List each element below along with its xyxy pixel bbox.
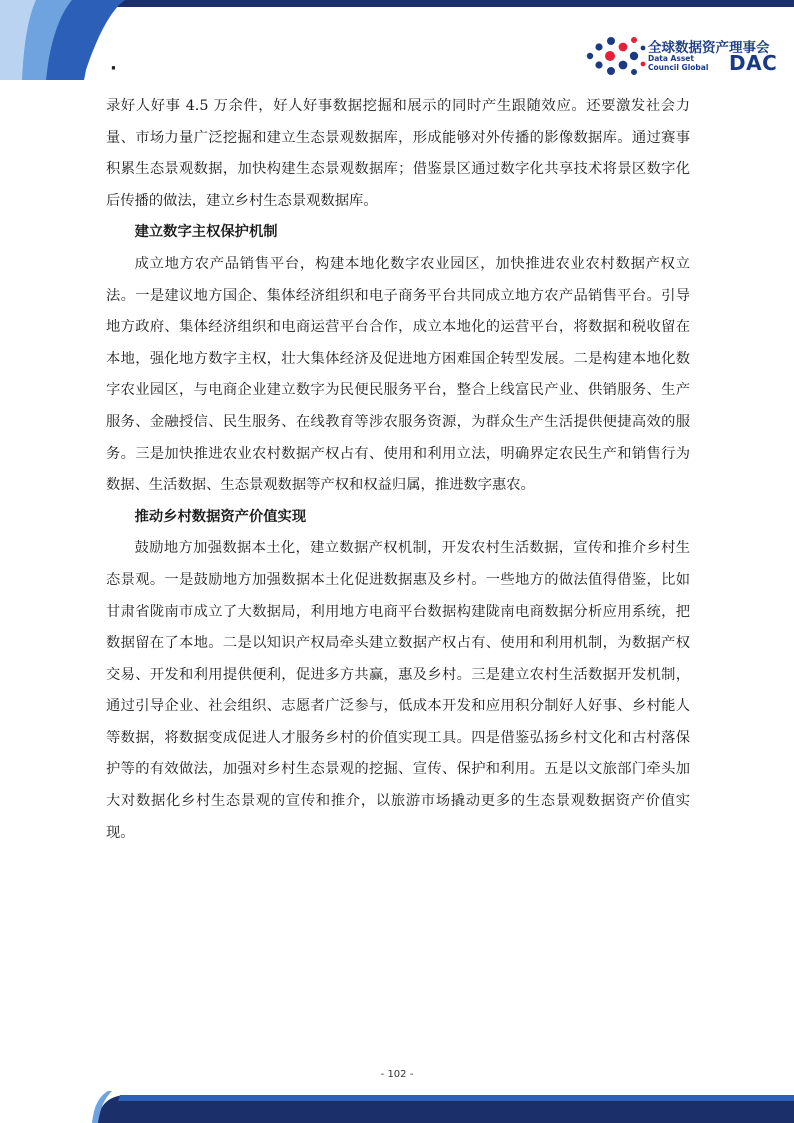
logo-english [648, 54, 728, 72]
dac-logo-icon [584, 34, 646, 78]
paragraph-continued: 录好人好事 4.5 万余件，好人好事数据挖掘和展示的同时产生跟随效应。还要激发社会力量、市场力量广泛挖掘和建立生态景观数据库，形成能够对外传播的影像数据库。通过赛事积累生态景观数据，加快构建生态景观数据库；借鉴景区通过数字化共享技术将景区数字化后传播的做法，建立乡村生态景观数据库。 [106, 98, 690, 209]
logo-english-line1: Data Asset [648, 54, 694, 63]
header-marker: · [110, 58, 117, 79]
logo-english-line2: Council Global [648, 63, 709, 72]
paragraph-data-asset-value: 鼓励地方加强数据本土化，建立数据产权机制，开发农村生活数据，宣传和推介乡村生态景观。一是鼓励地方加强数据本土化促进数据惠及乡村。一些地方的做法值得借鉴，比如甘肃省陇南市成立了大数据局，利用地方电商平台数据构建陇南电商数据分析应用系统，把数据留在了本地。二是以知识产权局牵头建立数据产权占有、使用和利用机制，为数据产权交易、开发和利用提供便利，促进多方共赢，惠及乡村。三是建立农村生活数据开发机制，通过引导企业、社会组织、志愿者广泛参与，低成本开发和应用积分制好人好事、乡村能人等数据，将数据变成促进人才服务乡村的价值实现工具。四是借鉴弘扬乡村文化和古村落保护等的有效做法，加强对乡村生态景观的挖掘、宣传、保护和利用。五是以文旅部门牵头加大对数据化乡村生态景观的宣传和推介，以旅游市场撬动更多的生态景观数据资产价值实现。 [106, 540, 690, 841]
dac-logo [584, 34, 784, 78]
footer-decoration [0, 1063, 794, 1123]
document-body [106, 91, 690, 849]
logo-abbr: DAC [729, 51, 778, 75]
logo-title: 全球数据资产理事会 [648, 40, 770, 56]
section-heading-data-asset-value: 推动乡村数据资产价值实现 [134, 508, 307, 525]
paragraph-digital-sovereignty: 成立地方农产品销售平台，构建本地化数字农业园区，加快推进农业农村数据产权立法。一是建议地方国企、集体经济组织和电子商务平台共同成立地方农产品销售平台。引导地方政府、集体经济组织和电商运营平台合作，成立本地化的运营平台，将数据和税收留在本地，强化地方数字主权，壮大集体经济及促进地方困难国企转型发展。二是构建本地化数字农业园区，与电商企业建立数字为民便民服务平台，整合上线富民产业、供销服务、生产服务、金融授信、民生服务、在线教育等涉农服务资源，为群众生产生活提供便捷高效的服务。三是加快推进农业农村数据产权占有、使用和利用立法，明确界定农民生产和销售行为数据、生活数据、生态景观数据等产权和权益归属，推进数字惠农。 [106, 255, 690, 494]
section-heading-digital-sovereignty: 建立数字主权保护机制 [134, 224, 278, 241]
page-number: - 102 - [380, 1069, 414, 1080]
